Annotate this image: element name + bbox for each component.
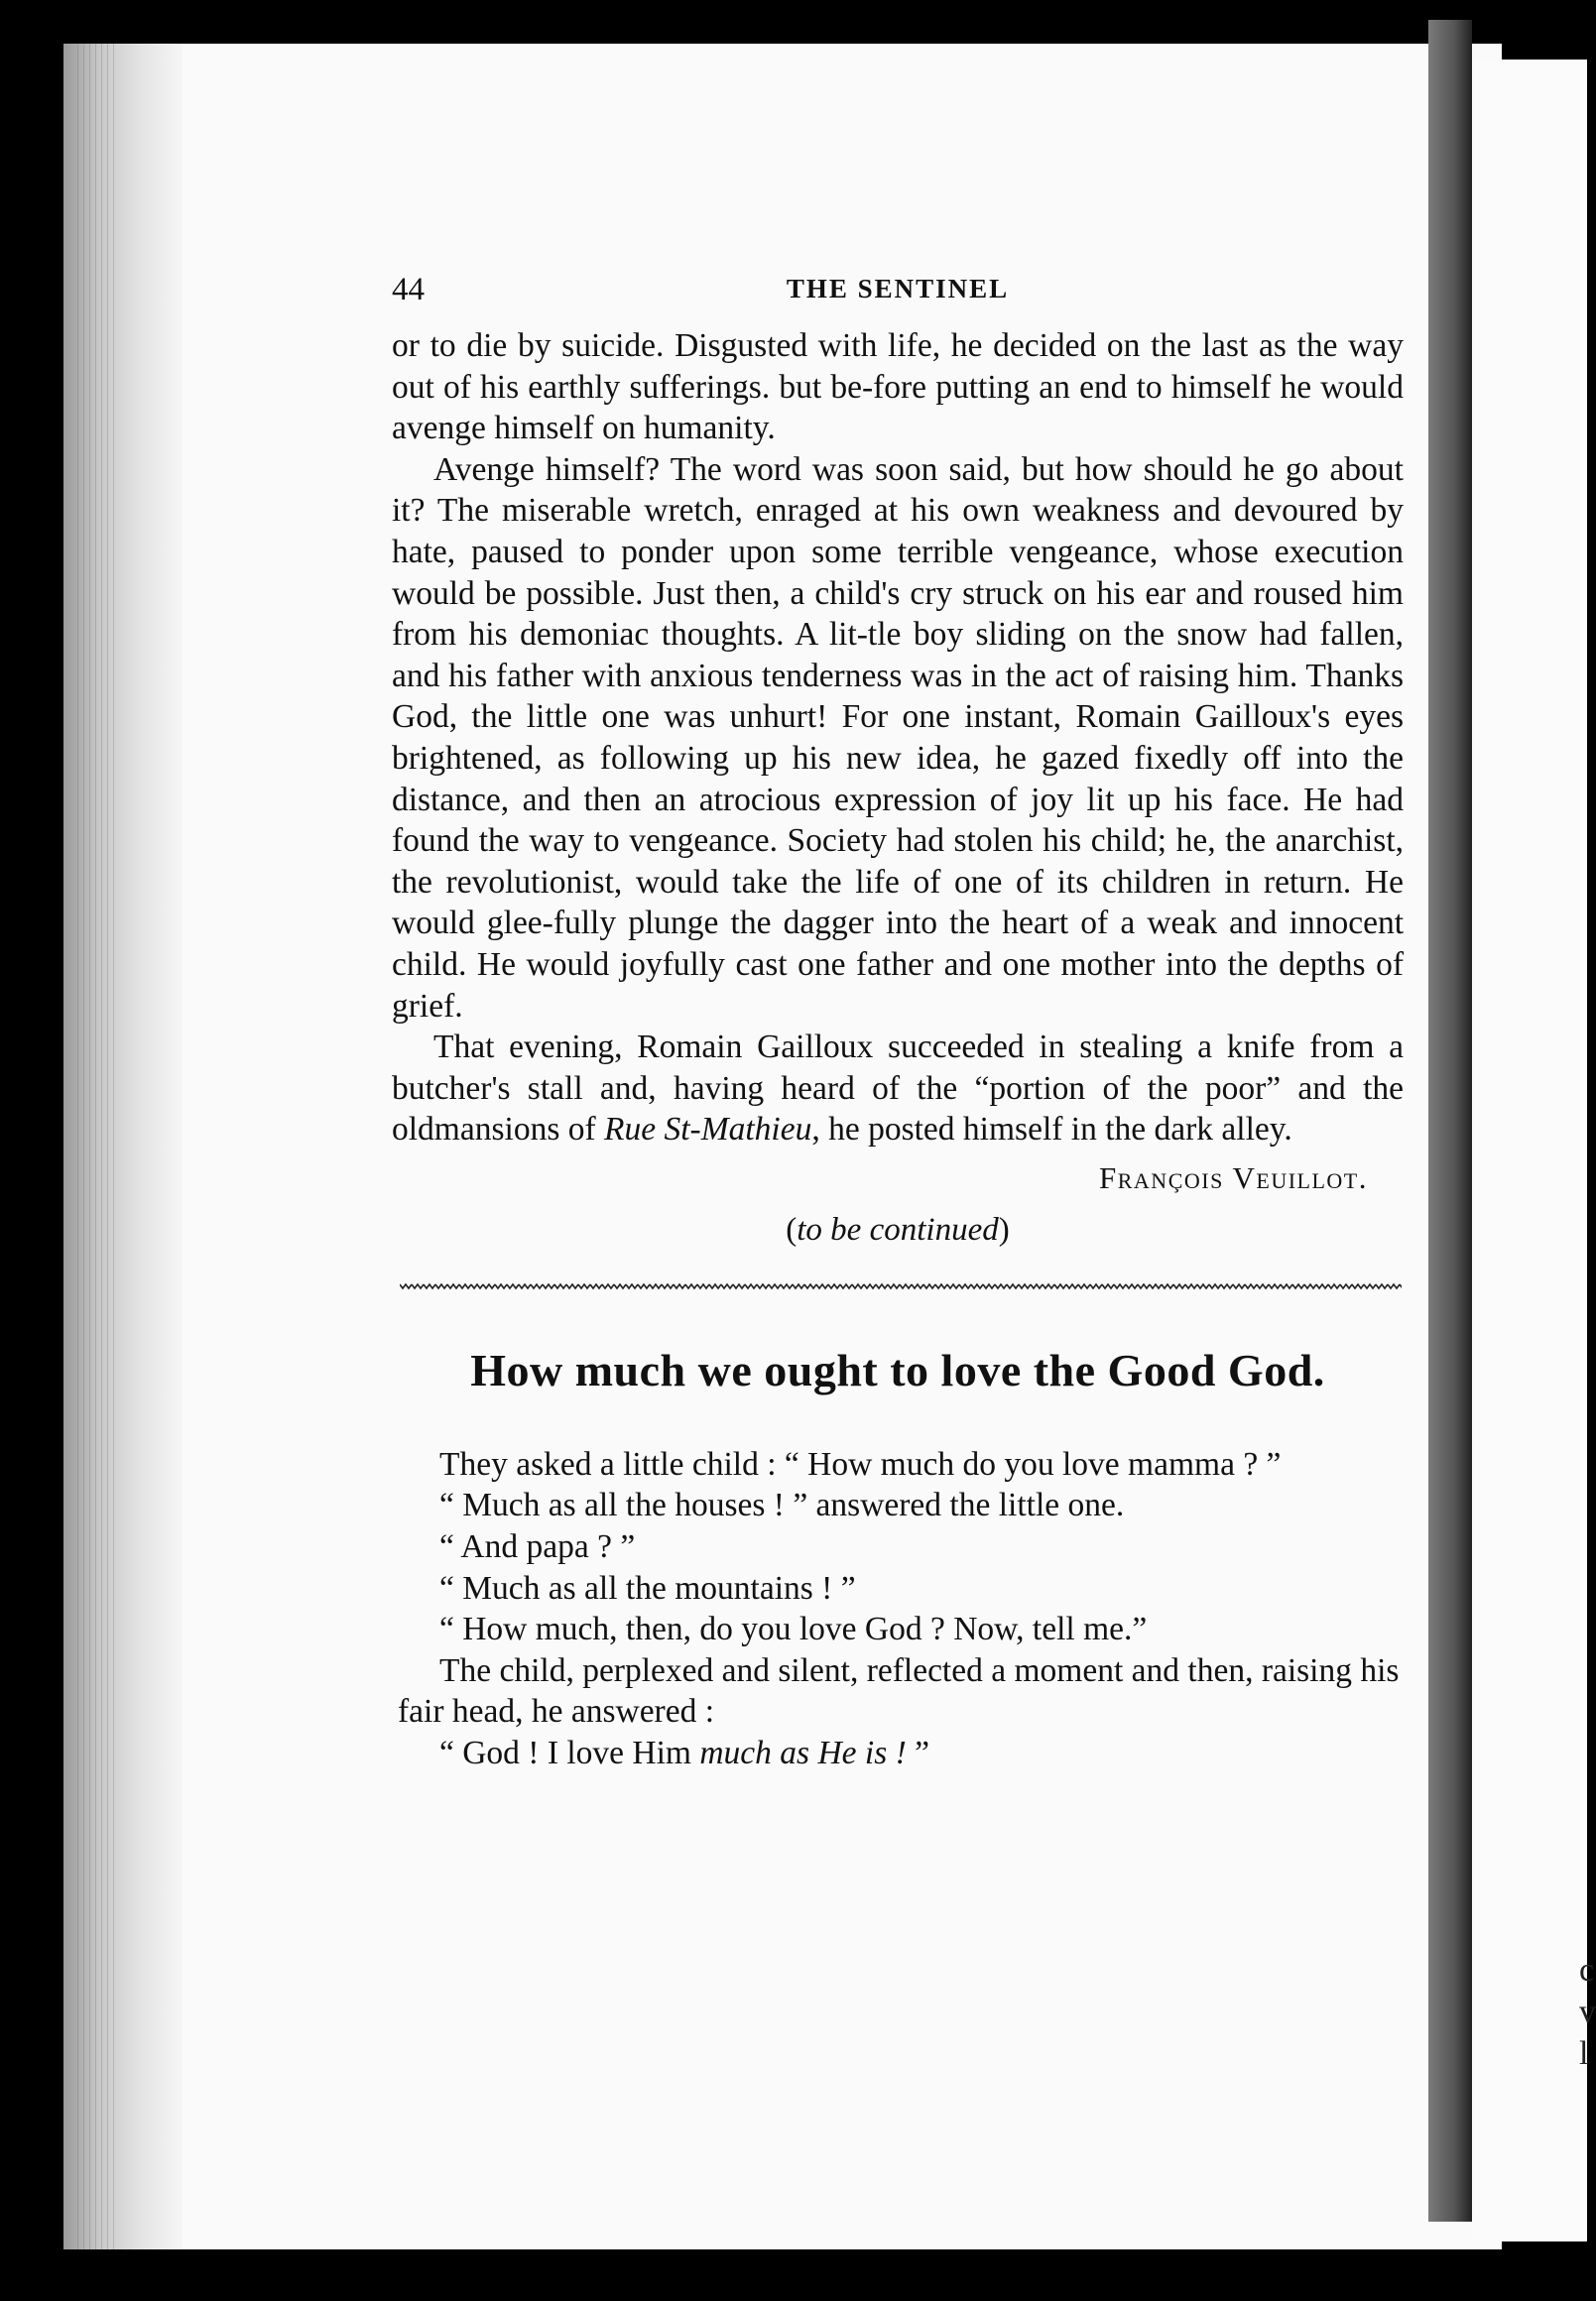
continued-label: to be continued [797,1211,999,1248]
page-number: 44 [392,272,425,307]
street-name: Rue St-Mathieu [604,1111,812,1149]
final-suffix: ” [906,1735,930,1772]
running-title: THE SENTINEL [786,274,1010,303]
binding-shadow [1428,20,1472,2222]
continued-note [392,1208,1404,1252]
text-column [392,268,1404,1774]
paren-open: ( [786,1211,798,1248]
author-signature: François Veuillot. [1099,1159,1368,1195]
dialog-line: “ And papa ? ” [439,1528,636,1566]
final-italic: much as He is ! [699,1735,907,1772]
facing-page-edge [1472,60,1587,2241]
section-title: How much we ought to love the Good God. [470,1344,1325,1395]
poem-body [392,1444,1404,1774]
dialog-line: They asked a little child : “ How much do you love mamma ? ” [439,1445,1282,1483]
story-paragraph: or to die by suicide. Disgusted with life, he decided on the last as the way out of his earthly sufferings. but be-fore putting an end to himself he would avenge himself on humanity. [392,327,1404,447]
story-paragraph-last [392,1027,1404,1150]
ornamental-divider [400,1281,1402,1291]
story-text: That evening, Romain Gailloux succeeded in stealing a knife from a butcher's stall and, having heard of the “portion of the poor” and the oldmansions of [392,1029,1404,1149]
edge-mark: l [1579,2035,1589,2072]
dialog-line: “ Much as all the mountains ! ” [439,1569,856,1607]
dialog-line-final [398,1733,1404,1774]
page-edges [77,44,117,2249]
facing-page-text-fragments [1579,1950,1596,2075]
final-prefix: “ God ! I love Him [439,1735,700,1772]
dialog-line: “ Much as all the houses ! ” answered the little one. [439,1487,1125,1524]
dialog-line: The child, perplexed and silent, reflected a moment and then, raising his fair head, he answered : [398,1651,1400,1731]
page-gutter [63,44,183,2249]
edge-mark: c [1579,1952,1595,1989]
paren-close: ) [998,1211,1010,1248]
edge-mark: v [1579,1994,1596,2030]
story-text-tail: , he posted himself in the dark alley. [811,1111,1292,1149]
story-paragraph: Avenge himself? The word was soon said, but how should he go about it? The miserable wretch, enraged at his own weakness and devoured by hate, paused to ponder upon some terrible vengeance, whose execution would be possible. Just then, a child's cry struck on his ear and roused him from his demoniac thoughts. A lit-tle boy sliding on the snow had fallen, and his father with anxious tenderness was in the act of raising him. Thanks God, the little one was unhurt! For one instant, Romain Gailloux's eyes brightened, as following up his new idea, he gazed fixedly off into the distance, and then an atrocious expression of joy lit up his face. He had found the way to vengeance. Society had stolen his child; he, the anarchist, the revolutionist, would take the life of one of its children in return. He would glee-fully plunge the dagger into the heart of a weak and innocent child. He would joyfully cast one father and one mother into the depths of grief. [392,450,1404,1025]
running-head [392,268,1404,317]
dialog-line: “ How much, then, do you love God ? Now, tell me.” [439,1611,1148,1648]
